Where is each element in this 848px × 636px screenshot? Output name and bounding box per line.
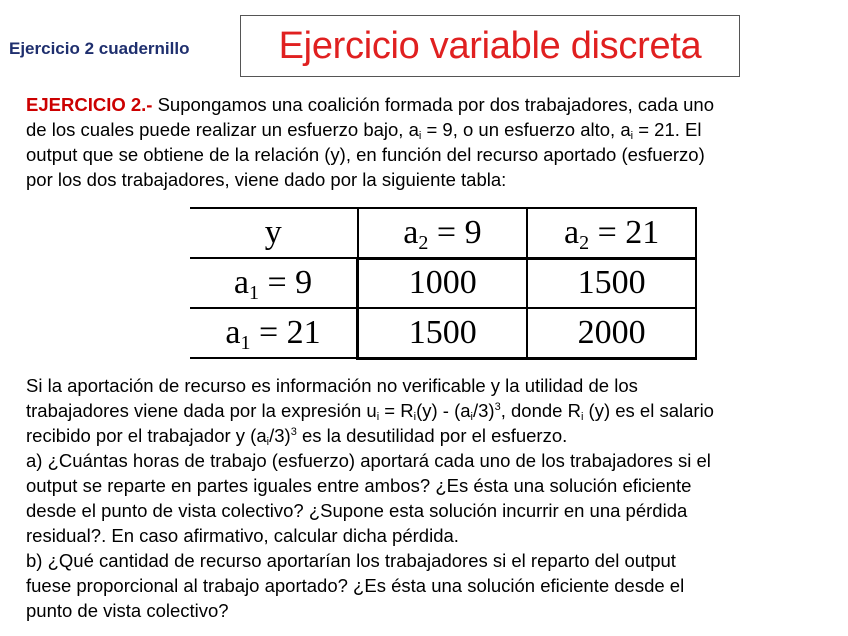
table-cell: 1000 [358, 258, 528, 308]
table-row-header [190, 258, 358, 308]
t: /3) [473, 400, 495, 421]
table-cell: 1500 [358, 308, 528, 358]
t: (y) es el salario [583, 400, 714, 421]
intro-line-2 [26, 117, 826, 142]
question-b-line: fuese proporcional al trabajo aportado? ¿Es ésta una solución eficiente desde el [26, 575, 685, 596]
table-cell: 1500 [527, 258, 696, 308]
subscript: i [266, 436, 270, 448]
superscript: 3 [290, 426, 297, 438]
slide-title-box [240, 15, 740, 77]
t: /3) [269, 425, 291, 446]
body-line [26, 423, 826, 448]
intro-text-2b: = 9, o un esfuerzo alto, a [421, 119, 631, 140]
subscript: i [418, 130, 422, 142]
body-line: Si la aportación de recurso es información no verificable y la utilidad de los [26, 375, 638, 396]
subscript: 1 [240, 332, 251, 354]
table-row [190, 258, 696, 308]
subscript: i [470, 411, 473, 423]
t: = R [379, 400, 414, 421]
question-a-line: output se reparte en partes iguales entre ambos? ¿Es ésta una solución eficiente [26, 475, 692, 496]
var: a [403, 213, 419, 251]
t: , donde R [500, 400, 581, 421]
table-col-header [527, 208, 696, 258]
subscript: 1 [249, 282, 259, 304]
exercise-label: EJERCICIO 2.- [26, 94, 153, 115]
intro-text-2a: de los cuales puede realizar un esfuerzo bajo, a [26, 119, 419, 140]
table-header-row [190, 208, 696, 258]
subscript: 2 [579, 231, 590, 254]
intro-line-3: output que se obtiene de la relación (y), en función del recurso aportado (esfuerzo) [26, 144, 705, 165]
var: a [225, 314, 241, 351]
question-a-line: residual?. En caso afirmativo, calcular dicha pérdida. [26, 525, 459, 546]
t: trabajadores viene dada por la expresión u [26, 400, 377, 421]
subscript: i [413, 411, 417, 423]
body-line [26, 398, 826, 423]
table-row [190, 308, 696, 358]
output-table [190, 207, 697, 360]
subscript: 2 [418, 231, 429, 254]
intro-line-1 [26, 92, 826, 117]
val: = 9 [259, 264, 313, 301]
t: recibido por el trabajador y (a [26, 425, 267, 446]
intro-paragraph [26, 92, 826, 192]
val: = 9 [428, 213, 482, 251]
slide-subtitle: Ejercicio 2 cuadernillo [9, 39, 190, 58]
question-b-line: b) ¿Qué cantidad de recurso aportarían los trabajadores si el reparto del output [26, 550, 676, 571]
subscript: i [580, 411, 584, 423]
superscript: 3 [494, 401, 501, 413]
val: = 21 [589, 213, 660, 251]
question-a-line: a) ¿Cuántas horas de trabajo (esfuerzo) aportará cada uno de los trabajadores si el [26, 450, 711, 471]
subscript: i [376, 411, 380, 423]
t: (y) - (a [416, 400, 471, 421]
t: es la desutilidad por el esfuerzo. [296, 425, 568, 446]
table-cell: 2000 [527, 308, 696, 358]
intro-line-4: por los dos trabajadores, viene dado por la siguiente tabla: [26, 169, 507, 190]
subscript: i [630, 130, 634, 142]
val: = 21 [250, 314, 321, 351]
slide-title: Ejercicio variable discreta [278, 24, 702, 67]
question-a-line: desde el punto de vista colectivo? ¿Supone esta solución incurrir en una pérdida [26, 500, 688, 521]
intro-text-2c: = 21. El [633, 119, 702, 140]
body-paragraph [26, 373, 826, 623]
var: a [233, 264, 249, 301]
table-row-header [190, 308, 358, 358]
table-col-header [358, 208, 528, 258]
var: a [564, 213, 580, 251]
question-b-line: punto de vista colectivo? [26, 600, 229, 621]
intro-text-1: Supongamos una coalición formada por dos trabajadores, cada uno [152, 94, 714, 115]
table-corner-cell: y [190, 208, 358, 258]
